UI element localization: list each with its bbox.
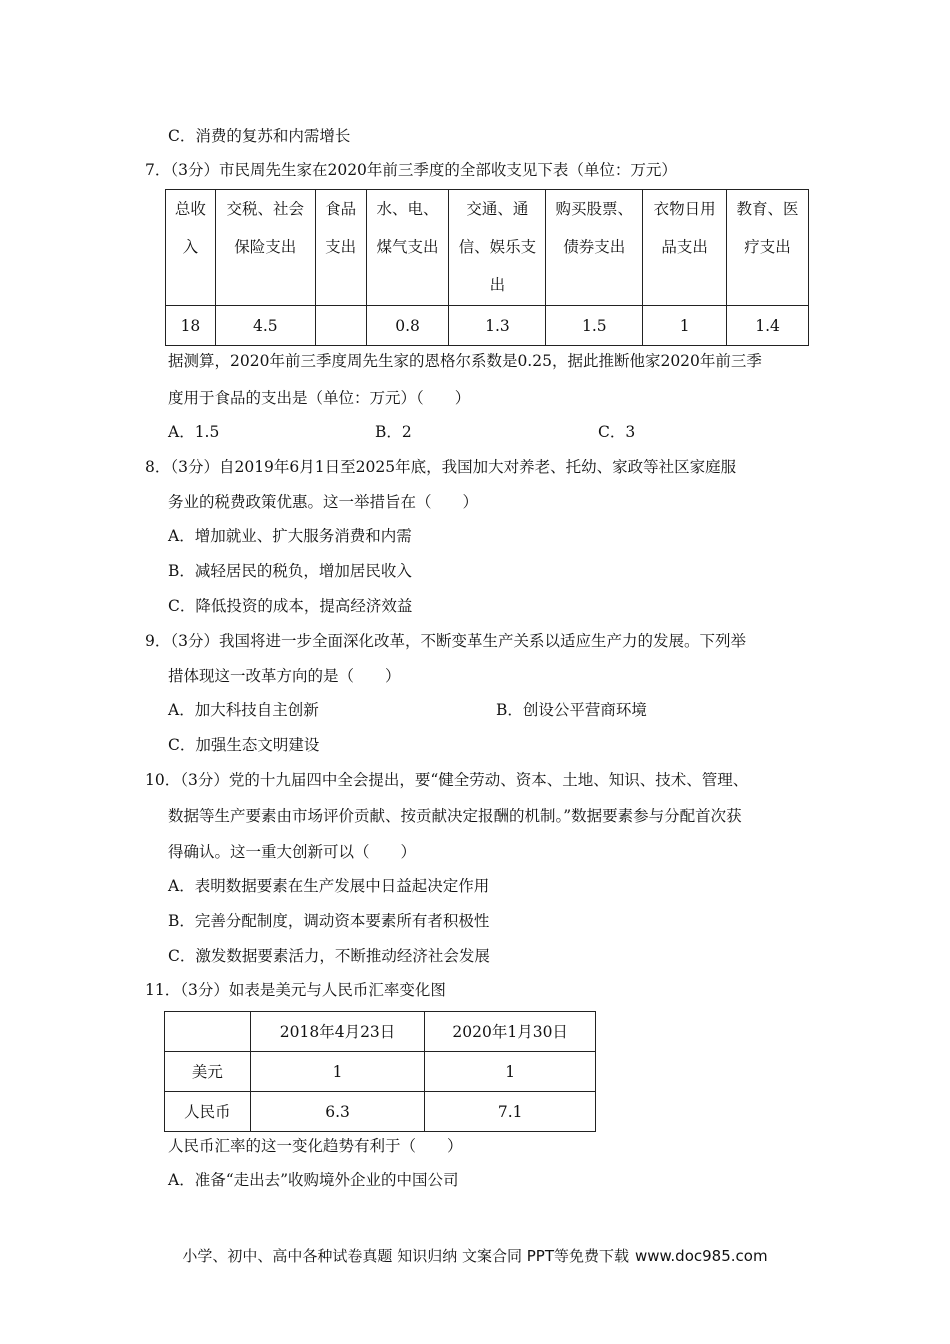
q8-option-b: B．减轻居民的税负，增加居民收入 [168,562,412,580]
cell-transport: 1.3 [449,306,546,346]
q9-stem-line1: 9．（3分）我国将进一步全面深化改革，不断变革生产关系以适应生产力的发展。下列举 [145,632,746,650]
q9-option-b: B．创设公平营商环境 [496,701,647,719]
cell-clothing: 1 [643,306,727,346]
q10-stem-line1: 10．（3分）党的十九届四中全会提出，要“健全劳动、资本、土地、知识、技术、管理、 [145,771,749,789]
col-total-income: 总收 入 [166,190,216,306]
q10-option-b: B．完善分配制度，调动资本要素所有者积极性 [168,912,490,930]
cell-food [315,306,366,346]
table-row [166,306,809,346]
q8-option-c: C．降低投资的成本，提高经济效益 [168,597,413,615]
cell-total-income: 18 [166,306,216,346]
cell-utilities: 0.8 [366,306,449,346]
row-label-usd: 美元 [165,1052,251,1092]
cell-stocks: 1.5 [546,306,643,346]
q10-stem-line3: 得确认。这一重大创新可以（ ） [168,843,417,861]
q9-option-c: C．加强生态文明建设 [168,736,320,754]
q11-exchange-rate-table [164,1011,596,1132]
header-date-2018: 2018年4月23日 [250,1012,425,1052]
page-footer [0,1245,950,1266]
q7-option-c: C．3 [598,423,636,441]
q11-after: 人民币汇率的这一变化趋势有利于（ ） [168,1137,463,1155]
q7-option-a: A．1.5 [168,423,220,441]
q8-option-a: A．增加就业、扩大服务消费和内需 [168,527,412,545]
q7-stem: 7．（3分）市民周先生家在2020年前三季度的全部收支见下表（单位：万元） [145,161,677,179]
cell-usd-2020: 1 [425,1052,596,1092]
header-empty [165,1012,251,1052]
table-row [165,1052,596,1092]
col-utilities: 水、电、 煤气支出 [366,190,449,306]
q6-option-c: C．消费的复苏和内需增长 [168,127,351,145]
q10-stem-line2: 数据等生产要素由市场评价贡献、按贡献决定报酬的机制。”数据要素参与分配首次获 [168,807,742,825]
cell-usd-2018: 1 [250,1052,425,1092]
footer-text: 小学、初中、高中各种试卷真题 知识归纳 文案合同 PPT等免费下载 [182,1247,629,1265]
col-tax-insurance: 交税、社会 保险支出 [215,190,315,306]
q11-stem: 11．（3分）如表是美元与人民币汇率变化图 [145,981,446,999]
cell-rmb-2020: 7.1 [425,1092,596,1132]
col-stocks: 购买股票、 债券支出 [546,190,643,306]
col-transport: 交通、通 信、娱乐支 出 [449,190,546,306]
q9-stem-line2: 措体现这一改革方向的是（ ） [168,667,401,685]
q10-option-a: A．表明数据要素在生产发展中日益起决定作用 [168,877,490,895]
row-label-rmb: 人民币 [165,1092,251,1132]
col-food: 食品 支出 [315,190,366,306]
footer-url[interactable]: www.doc985.com [634,1247,768,1265]
table-header-row [165,1012,596,1052]
cell-rmb-2018: 6.3 [250,1092,425,1132]
q7-after-line2: 度用于食品的支出是（单位：万元）（ ） [168,389,471,407]
q7-option-b: B．2 [375,423,412,441]
q8-stem-line2: 务业的税费政策优惠。这一举措旨在（ ） [168,493,479,511]
q9-option-a: A．加大科技自主创新 [168,701,319,719]
header-date-2020: 2020年1月30日 [425,1012,596,1052]
table-row [165,1092,596,1132]
q11-option-a: A．准备“走出去”收购境外企业的中国公司 [168,1171,459,1189]
table-header-row [166,190,809,306]
col-clothing: 衣物日用 品支出 [643,190,727,306]
q8-stem-line1: 8．（3分）自2019年6月1日至2025年底，我国加大对养老、托幼、家政等社区家庭服 [145,458,737,476]
q7-after-line1: 据测算，2020年前三季度周先生家的恩格尔系数是0.25，据此推断他家2020年前三季 [168,352,762,370]
col-education: 教育、医 疗支出 [727,190,809,306]
cell-education: 1.4 [727,306,809,346]
q7-income-expense-table [165,189,809,346]
cell-tax-insurance: 4.5 [215,306,315,346]
q10-option-c: C．激发数据要素活力，不断推动经济社会发展 [168,947,490,965]
